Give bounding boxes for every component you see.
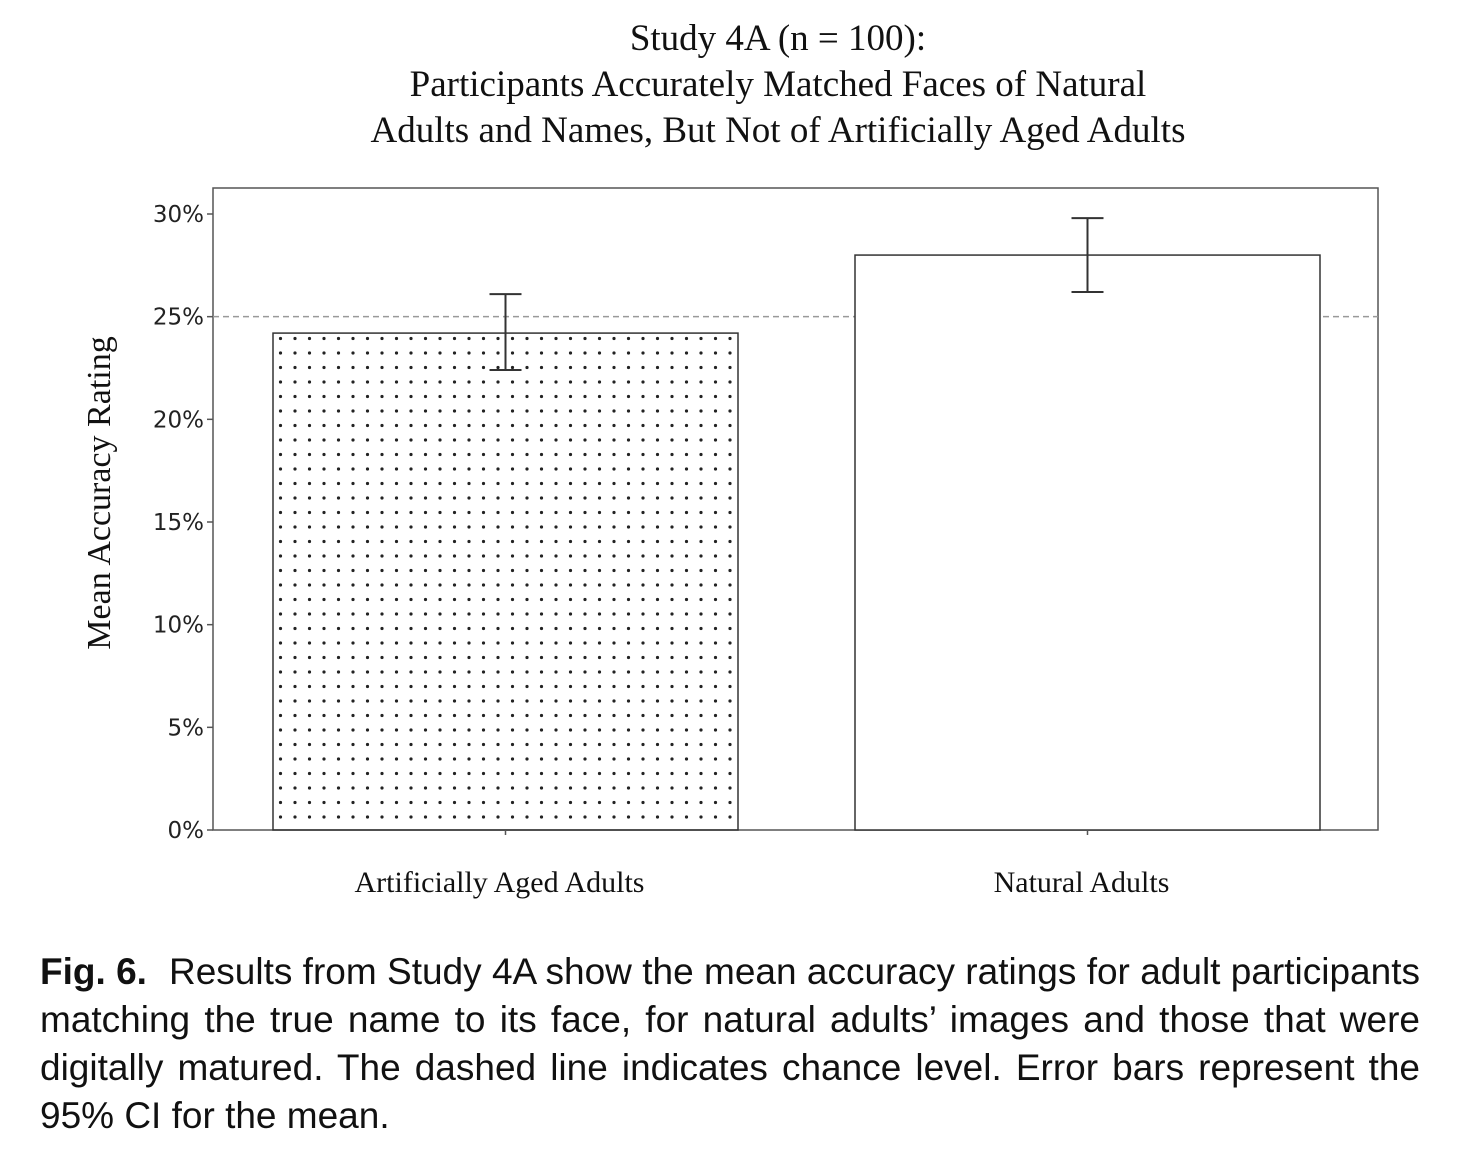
bars-layer [273, 255, 1320, 830]
x-axis-labels [355, 830, 1170, 899]
y-tick-label: 30% [152, 202, 204, 228]
caption-text: Results from Study 4A show the mean accuracy ratings for adult participants matching the true name to its face, for natural adults’ images and those that were digitally matured. The dashed line indicates chance level. Error bars represent the 95% CI for the mean. [40, 951, 1420, 1136]
chart-title-line-1: Study 4A (n = 100): [629, 18, 927, 59]
x-category-label: Artificially Aged Adults [354, 866, 645, 899]
y-tick-label: 20% [152, 407, 204, 434]
caption-label: Fig. 6. [40, 951, 147, 992]
y-tick-label: 5% [167, 715, 204, 742]
y-tick-label: 15% [152, 510, 204, 536]
bar-artificially-aged-adults [273, 333, 738, 830]
y-tick-label: 25% [152, 304, 204, 331]
y-axis-ticks [153, 202, 213, 844]
x-category-label: Natural Adults [993, 866, 1170, 899]
bar-natural-adults [855, 255, 1320, 830]
y-tick-label: 10% [152, 612, 204, 639]
figure-caption [40, 948, 1420, 1140]
y-tick-label: 0% [167, 818, 204, 844]
chart-title-line-2: Participants Accurately Matched Faces of Natural [409, 64, 1147, 105]
chart-title-line-3: Adults and Names, But Not of Artificially Aged Adults [370, 110, 1186, 151]
y-axis-label: Mean Accuracy Rating [81, 336, 118, 650]
